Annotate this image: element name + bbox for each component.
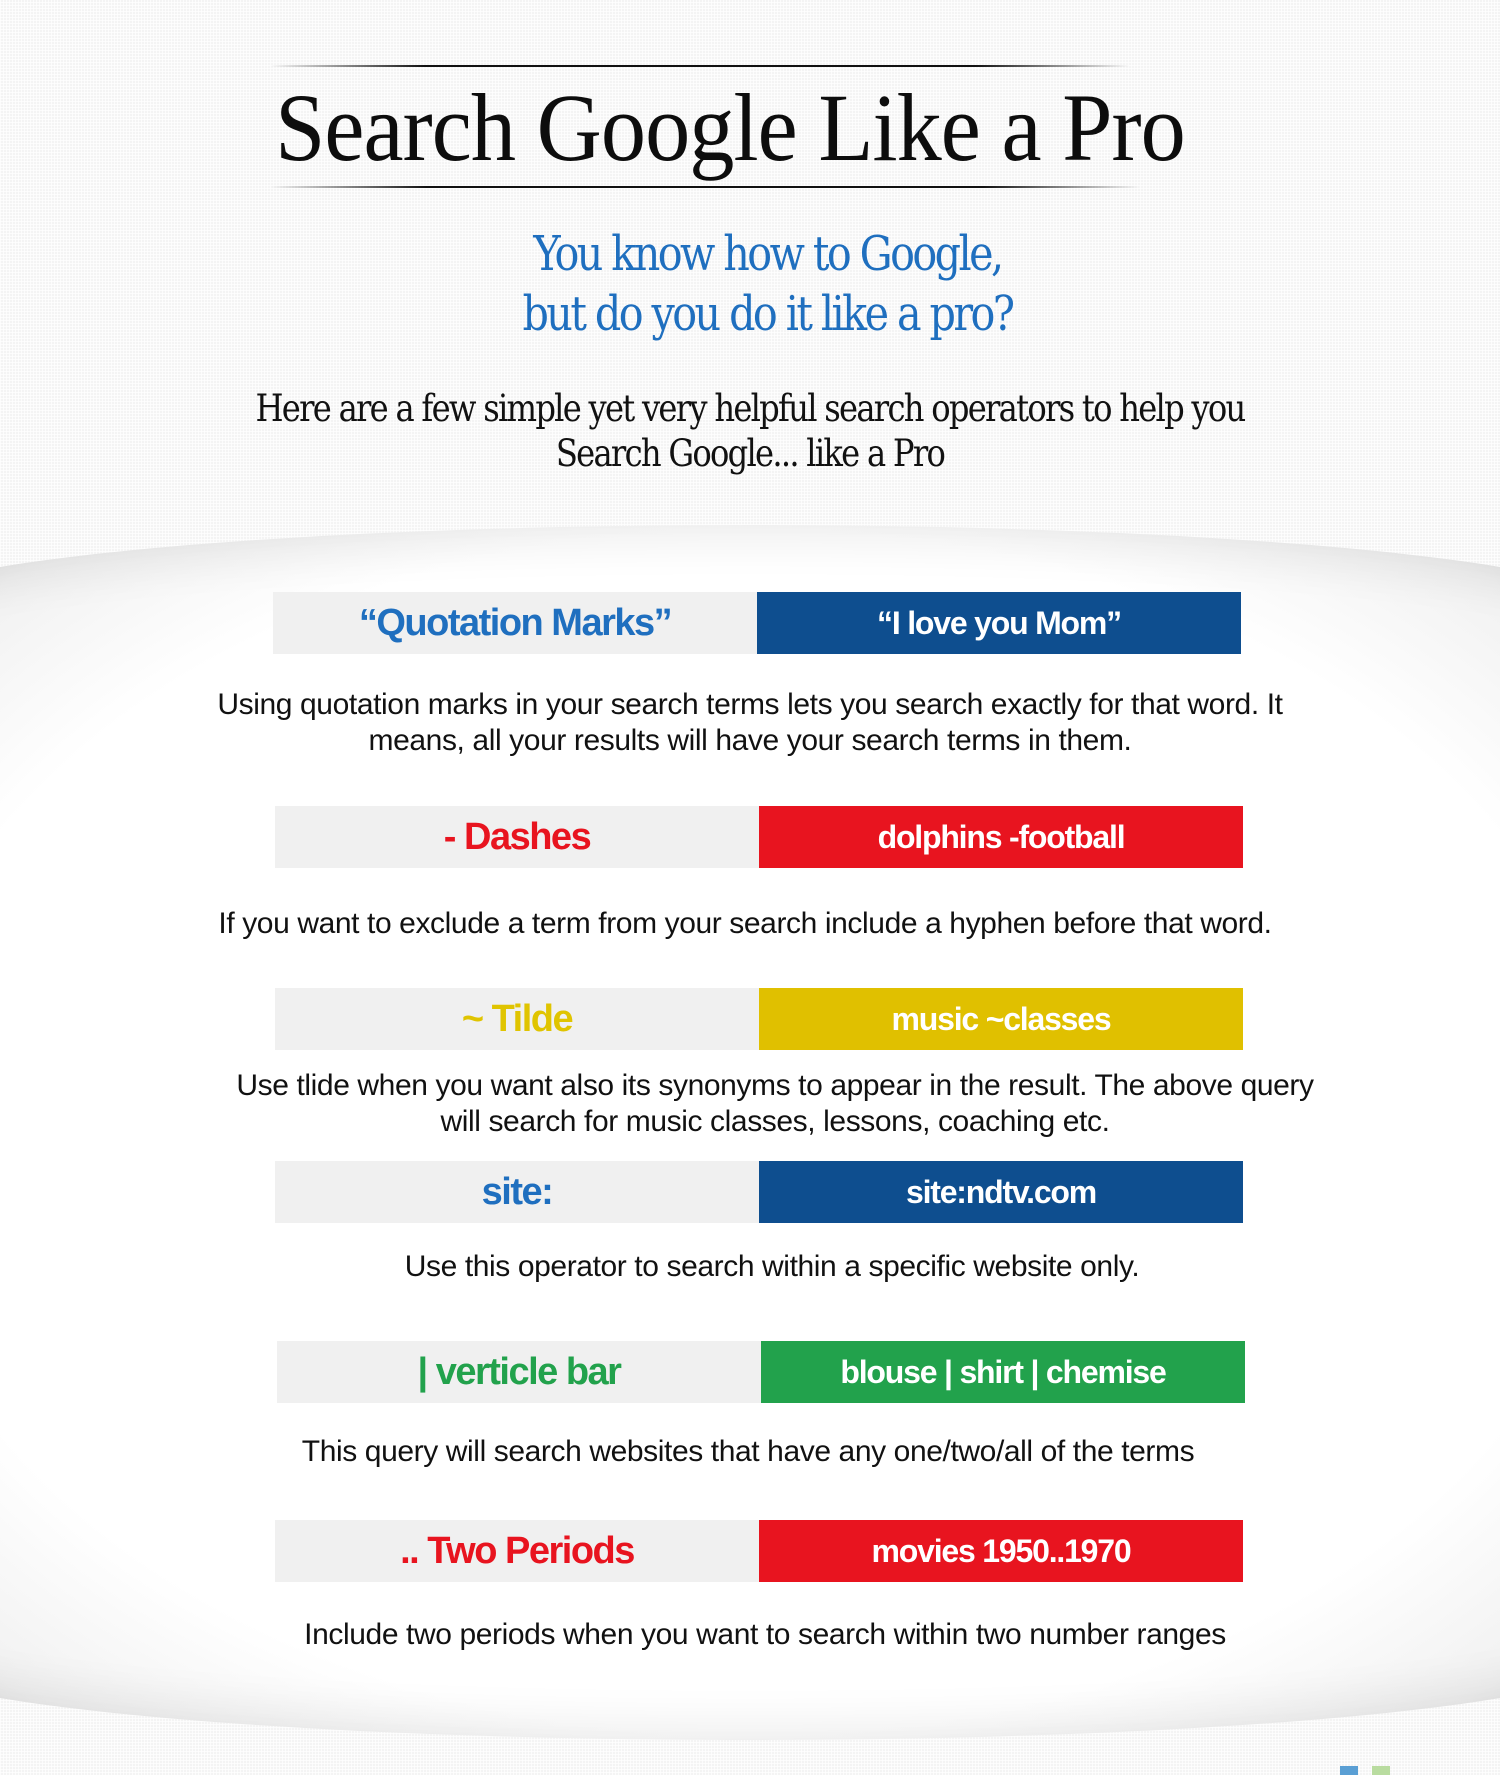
operator-row-quotation-marks <box>273 592 1241 654</box>
operator-row-site <box>275 1161 1243 1223</box>
operator-row-dashes <box>275 806 1243 868</box>
operator-name: site: <box>275 1161 759 1223</box>
operator-description-two-periods <box>15 1617 1500 1653</box>
logo-green-piece-icon <box>1372 1766 1390 1775</box>
title-rule-bottom <box>270 186 1140 188</box>
operator-description-quotation-marks <box>0 687 1500 759</box>
description-line-1: Include two periods when you want to search within two number ranges <box>304 1618 1226 1651</box>
page-title: Search Google Like a Pro <box>275 74 1185 181</box>
description-line-2: means, all your results will have your search terms in them. <box>368 724 1132 757</box>
operator-description-verticle-bar <box>0 1434 1498 1470</box>
operator-name: .. Two Periods <box>275 1520 759 1582</box>
description-line-1: Using quotation marks in your search terms lets you search exactly for that word. It <box>217 688 1283 721</box>
description-line-1: Use tlide when you want also its synonyms to appear in the result. The above query <box>236 1069 1314 1102</box>
operator-name: | verticle bar <box>277 1341 761 1403</box>
operator-example: “I love you Mom” <box>757 592 1241 654</box>
operator-row-two-periods <box>275 1520 1243 1582</box>
subtitle-line-2: but do you do it like a pro? <box>522 286 1013 342</box>
subtitle <box>107 224 1427 344</box>
operator-name: ~ Tilde <box>275 988 759 1050</box>
intro-line-1: Here are a few simple yet very helpful search operators to help you <box>255 387 1245 430</box>
title-rule-top <box>270 65 1130 67</box>
operator-description-tilde <box>25 1068 1500 1140</box>
description-line-1: If you want to exclude a term from your search include a hyphen before that word. <box>218 907 1272 940</box>
description-line-1: Use this operator to search within a specific website only. <box>404 1250 1140 1283</box>
subtitle-line-1: You know how to Google, <box>533 226 1002 282</box>
operator-example: blouse | shirt | chemise <box>761 1341 1245 1403</box>
intro-line-2: Search Google... like a Pro <box>555 432 945 475</box>
operator-example: dolphins -football <box>759 806 1243 868</box>
description-line-2: will search for music classes, lessons, coaching etc. <box>440 1105 1110 1138</box>
description-line-1: This query will search websites that have any one/two/all of the terms <box>301 1435 1195 1468</box>
header <box>0 0 1500 520</box>
operator-name: “Quotation Marks” <box>273 592 757 654</box>
logo-blue-piece-icon <box>1340 1766 1358 1775</box>
operator-description-dashes <box>0 906 1495 942</box>
operator-example: site:ndtv.com <box>759 1161 1243 1223</box>
intro-text <box>98 386 1403 476</box>
operator-example: music ~classes <box>759 988 1243 1050</box>
corner-logo-fragment <box>1340 1766 1400 1775</box>
operator-row-verticle-bar <box>277 1341 1245 1403</box>
operator-description-site <box>22 1249 1500 1285</box>
operator-row-tilde <box>275 988 1243 1050</box>
operator-name: - Dashes <box>275 806 759 868</box>
operator-example: movies 1950..1970 <box>759 1520 1243 1582</box>
